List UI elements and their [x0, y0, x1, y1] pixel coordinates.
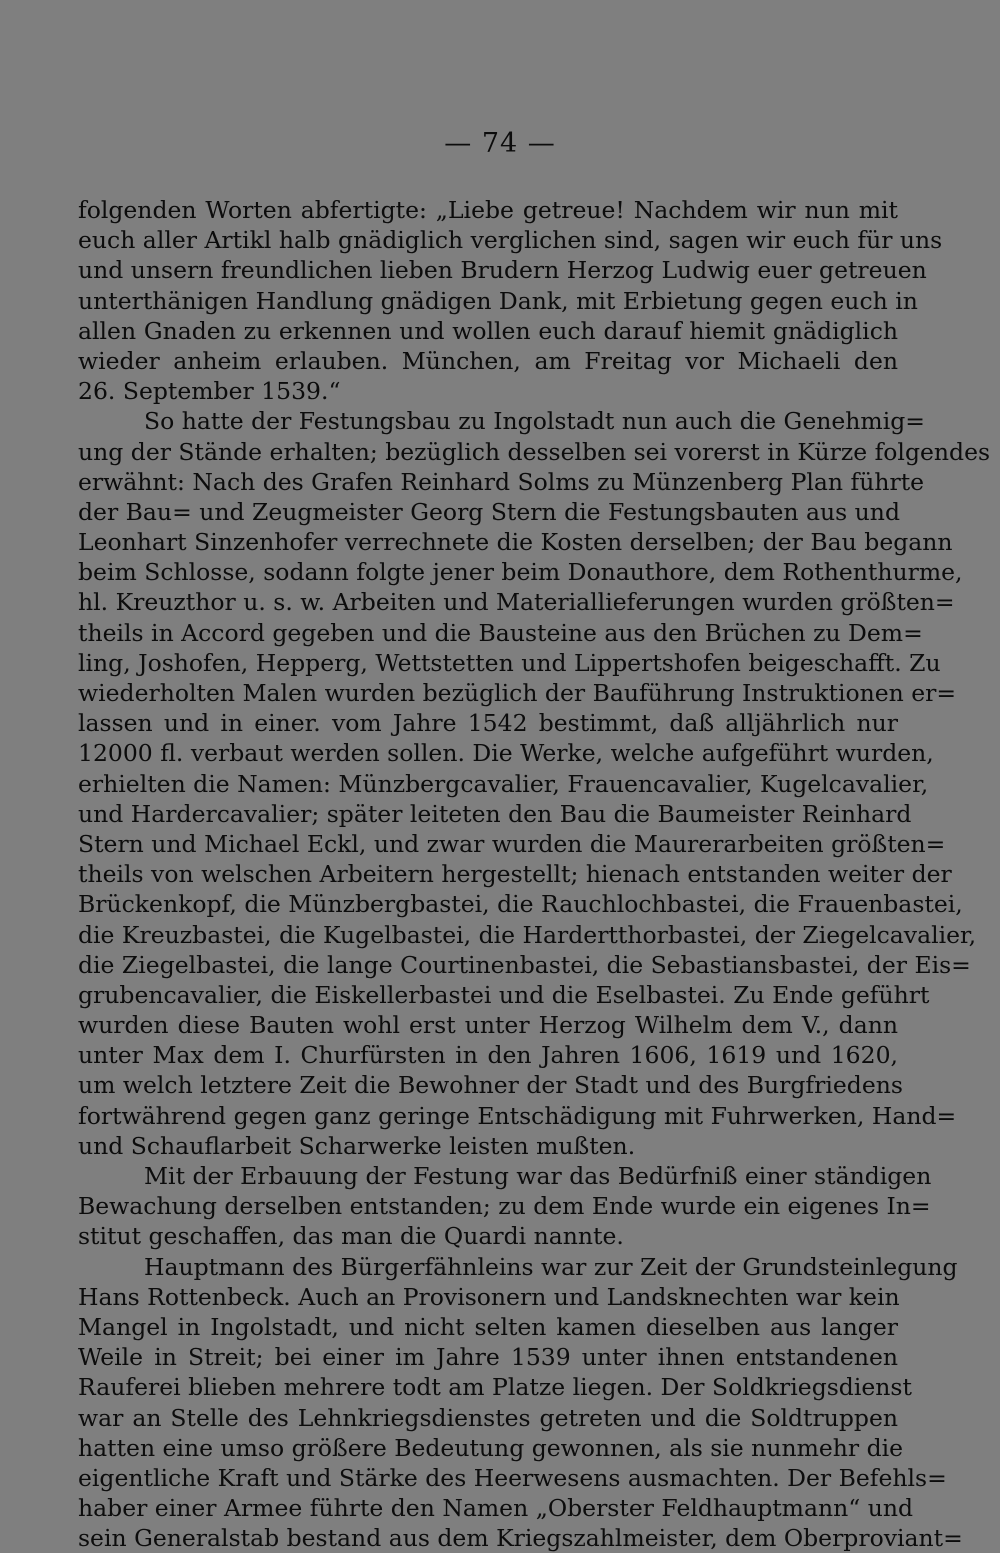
- text-line: 26. September 1539.“: [78, 377, 341, 406]
- text-line: ung der Stände erhalten; bezüglich desselben sei vorerst in Kürze folgendes: [78, 437, 991, 466]
- text-line: Mit der Erbauung der Festung war das Bedürfniß einer ständigen: [144, 1162, 932, 1190]
- text-line: 12000 fl. verbaut werden sollen. Die Werke, welche aufgeführt wurden,: [78, 739, 934, 768]
- body-text: [78, 195, 991, 1553]
- text-line: wieder anheim erlauben. München, am Freitag vor Michaeli den: [78, 346, 898, 375]
- text-line: lassen und in einer. vom Jahre 1542 bestimmt, daß alljährlich nur: [78, 709, 898, 738]
- text-line: Brückenkopf, die Münzbergbastei, die Rauchlochbastei, die Frauenbastei,: [78, 890, 963, 919]
- text-line: beim Schlosse, sodann folgte jener beim Donauthore, dem Rothenthurme,: [78, 558, 963, 587]
- text-line: Hauptmann des Bürgerfähnleins war zur Zeit der Grundsteinlegung: [144, 1252, 958, 1281]
- text-line: Leonhart Sinzenhofer verrechnete die Kosten derselben; der Bau begann: [78, 528, 953, 557]
- text-line: die Ziegelbastei, die lange Courtinenbastei, die Sebastiansbastei, der Eis=: [78, 950, 971, 979]
- paragraph-1: [78, 195, 943, 406]
- text-line: Weile in Streit; bei einer im Jahre 1539 unter ihnen entstandenen: [78, 1343, 898, 1372]
- text-line: wiederholten Malen wurden bezüglich der Bauführung Instruktionen er=: [78, 679, 957, 707]
- text-line: theils von welschen Arbeitern hergestellt; hienach entstanden weiter der: [78, 860, 952, 889]
- text-line: Stern und Michael Eckl, und zwar wurden die Maurerarbeiten größten=: [78, 829, 946, 858]
- text-line: stitut geschaffen, das man die Quardi nannte.: [78, 1222, 624, 1251]
- text-line: die Kreuzbastei, die Kugelbastei, die Hardertthorbastei, der Ziegelcavalier,: [78, 920, 977, 949]
- text-line: folgenden Worten abfertigte: „Liebe getreue! Nachdem wir nun mit: [78, 196, 898, 224]
- text-line: der Bau= und Zeugmeister Georg Stern die Festungsbauten aus und: [78, 497, 900, 526]
- text-line: allen Gnaden zu erkennen und wollen euch darauf hiemit gnädiglich: [78, 316, 898, 345]
- text-line: unterthänigen Handlung gnädigen Dank, mit Erbietung gegen euch in: [78, 286, 918, 315]
- text-line: grubencavalier, die Eiskellerbastei und die Eselbastei. Zu Ende geführt: [78, 980, 930, 1009]
- text-line: ling, Joshofen, Hepperg, Wettstetten und Lippertshofen beigeschafft. Zu: [78, 648, 941, 677]
- text-line: So hatte der Festungsbau zu Ingolstadt nun auch die Genehmig=: [144, 407, 925, 436]
- paragraph-4: [78, 1252, 963, 1553]
- text-line: um welch letztere Zeit die Bewohner der Stadt und des Burgfriedens: [78, 1071, 903, 1100]
- text-line: euch aller Artikl halb gnädiglich verglichen sind, sagen wir euch für uns: [78, 226, 943, 255]
- text-line: Hans Rottenbeck. Auch an Provisonern und Landsknechten war kein: [78, 1282, 900, 1311]
- text-line: war an Stelle des Lehnkriegsdienstes getreten und die Soldtruppen: [78, 1403, 898, 1432]
- text-line: haber einer Armee führte den Namen „Oberster Feldhauptmann“ und: [78, 1494, 914, 1523]
- text-line: wurden diese Bauten wohl erst unter Herzog Wilhelm dem V., dann: [78, 1011, 898, 1040]
- text-line: theils in Accord gegeben und die Bausteine aus den Brüchen zu Dem=: [78, 618, 923, 647]
- text-line: Rauferei blieben mehrere todt am Platze liegen. Der Soldkriegsdienst: [78, 1373, 912, 1402]
- text-line: und Schauflarbeit Scharwerke leisten mußten.: [78, 1131, 636, 1160]
- text-line: unter Max dem I. Churfürsten in den Jahren 1606, 1619 und 1620,: [78, 1041, 898, 1070]
- text-line: fortwährend gegen ganz geringe Entschädigung mit Fuhrwerken, Hand=: [78, 1101, 957, 1130]
- page-number: — 74 —: [444, 128, 556, 159]
- text-line: erhielten die Namen: Münzbergcavalier, Frauencavalier, Kugelcavalier,: [78, 769, 929, 798]
- text-line: eigentliche Kraft und Stärke des Heerwesens ausmachten. Der Befehls=: [78, 1463, 947, 1492]
- paragraph-2: [78, 406, 991, 1161]
- text-line: Mangel in Ingolstadt, und nicht selten kamen dieselben aus langer: [78, 1312, 898, 1341]
- text-line: hatten eine umso größere Bedeutung gewonnen, als sie nunmehr die: [78, 1433, 904, 1462]
- text-line: sein Generalstab bestand aus dem Kriegszahlmeister, dem Oberproviant=: [78, 1524, 963, 1553]
- text-line: Bewachung derselben entstanden; zu dem Ende wurde ein eigenes In=: [78, 1192, 931, 1221]
- text-line: und Hardercavalier; später leiteten den Bau die Baumeister Reinhard: [78, 799, 912, 828]
- paragraph-3: [78, 1161, 932, 1252]
- text-line: und unsern freundlichen lieben Brudern Herzog Ludwig euer getreuen: [78, 256, 927, 285]
- text-line: erwähnt: Nach des Grafen Reinhard Solms zu Münzenberg Plan führte: [78, 467, 925, 496]
- text-line: hl. Kreuzthor u. s. w. Arbeiten und Materiallieferungen wurden größten=: [78, 588, 955, 617]
